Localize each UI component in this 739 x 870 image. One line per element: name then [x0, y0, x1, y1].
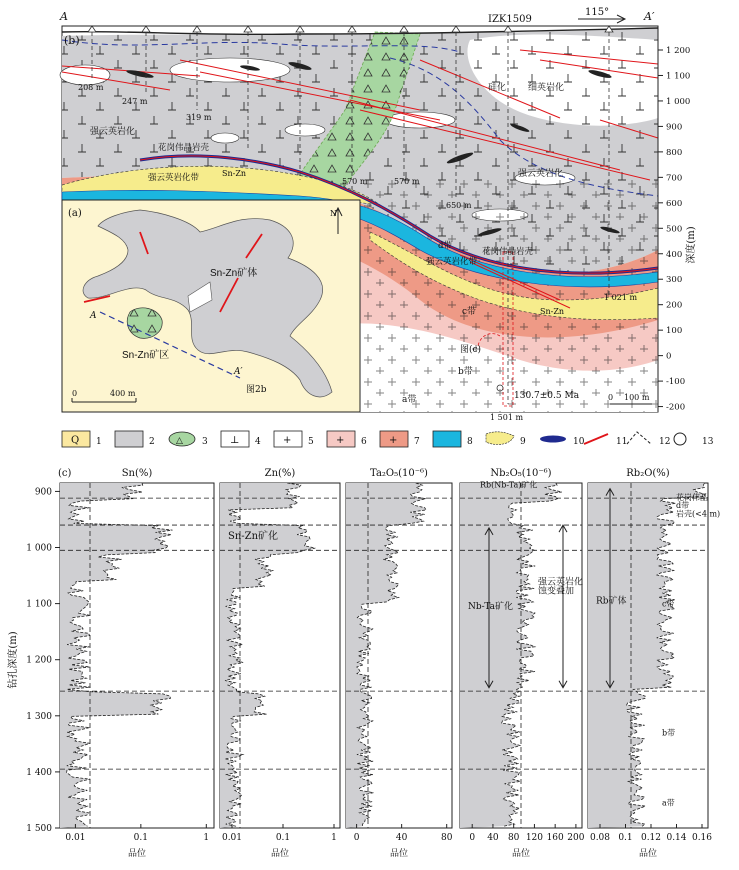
depth-tick-label: 400 [666, 249, 683, 260]
legend-symbol: △ [176, 436, 183, 446]
drillhole-id: IZK1509 [488, 14, 532, 25]
hole-depth: 319 m [186, 113, 212, 122]
lens [385, 112, 455, 128]
depth-tick-label: 300 [666, 275, 683, 286]
log-y-tick-label: 1 500 [26, 824, 52, 834]
label-pegmatite-shell-2: 花岗伟晶岩壳 [482, 247, 534, 257]
scale-zero: 0 [608, 393, 614, 402]
inset-label: (a) [68, 208, 82, 219]
log-x-tick-label: 40 [395, 833, 408, 843]
legend-number: 9 [520, 437, 526, 447]
log-x-tick-label: 0.1 [133, 833, 149, 843]
legend-swatch [540, 436, 566, 443]
label-pegmatite-shell-1: 花岗伟晶岩壳 [158, 143, 210, 153]
annotation-snzn-min: Sn-Zn矿化 [228, 531, 279, 543]
label-snzn-2: Sn-Zn [540, 307, 565, 316]
depth-tick-label: 1 100 [666, 71, 691, 82]
annotation-peg-shell-1: 花岗伟晶 [676, 492, 708, 502]
annotation-rb-orebody: Rb矿体 [596, 596, 627, 607]
log-x-axis-title: 品位 [638, 849, 658, 859]
log-x-tick-label: 1 [331, 833, 337, 843]
log-x-tick-label: 0.14 [666, 833, 687, 843]
legend-number: 1 [96, 437, 102, 447]
log-track-title: Rb₂O(%) [626, 468, 670, 479]
legend-item [674, 433, 714, 447]
depth-tick-label: 700 [666, 173, 683, 184]
annotation-rbnbta-ore: Rb(Nb-Ta)矿化 [480, 480, 538, 490]
hole-depth: 247 m [122, 97, 148, 106]
legend [62, 431, 714, 447]
legend-item [380, 431, 420, 447]
log-y-axis-title: 钻孔深度(m) [8, 631, 19, 689]
annotation-peg-shell-2: 岩壳(<4 m) [676, 509, 721, 519]
legend-number: 10 [573, 437, 585, 447]
log-y-tick-label: 1 400 [26, 767, 52, 778]
azimuth-label: 115° [585, 7, 610, 18]
inset-map [62, 200, 360, 412]
legend-swatch [486, 432, 514, 445]
hole-depth: 1 021 m [604, 293, 638, 302]
depth-tick-label: 800 [666, 147, 683, 158]
legend-number: 2 [149, 437, 155, 447]
log-x-axis-title: 品位 [511, 849, 531, 859]
label-age: 130.7±0.5 Ma [514, 391, 580, 401]
depth-axis-title: 深度(m) [686, 226, 697, 264]
inset-fig-ref: 图2b [246, 385, 267, 395]
legend-number: 8 [467, 437, 473, 447]
log-y-tick-label: 1 000 [26, 543, 52, 554]
legend-swatch [584, 434, 608, 444]
label-orebody: Sn-Zn矿体 [210, 268, 258, 279]
log-x-axis-title: 品位 [389, 849, 409, 859]
label-greisen-zone-1: 强云英岩化带 [148, 173, 200, 183]
depth-tick-label: 1 200 [666, 46, 691, 56]
annotation-greisen-overprint-1: 强云英岩化 [538, 577, 584, 588]
log-x-tick-label: 160 [546, 833, 564, 843]
depth-axis [658, 26, 690, 413]
legend-item [327, 431, 367, 447]
legend-number: 4 [255, 437, 261, 447]
label-d-zone: d带 [438, 241, 452, 251]
label-strong-greisen: 强云英岩化 [90, 127, 136, 137]
log-track [220, 468, 340, 859]
legend-swatch [433, 431, 461, 447]
panel-b-label: (b) [64, 34, 80, 47]
log-x-tick-label: 0 [353, 833, 360, 843]
legend-number: 3 [202, 437, 208, 447]
legend-number: 11 [616, 437, 628, 447]
log-track-title: Ta₂O₅(10⁻⁶) [370, 468, 428, 479]
hole-depth: 1 501 m [490, 413, 524, 422]
log-y-tick-label: 900 [34, 487, 52, 498]
log-x-tick-label: 0.12 [640, 833, 662, 843]
hole-depth: 570 m [342, 177, 368, 186]
depth-tick-label: 1 000 [666, 96, 691, 107]
log-x-axis-title: 品位 [270, 849, 290, 859]
depth-tick-label: 100 [666, 326, 683, 337]
legend-number: 7 [414, 437, 420, 447]
log-x-tick-label: 200 [567, 833, 585, 843]
legend-number: 5 [308, 437, 314, 447]
legend-item [627, 432, 670, 447]
log-x-tick-label: 0.08 [589, 833, 611, 843]
log-track [60, 468, 214, 859]
depth-tick-label: 500 [666, 224, 683, 235]
label-fig-c-ref: 图(c) [460, 345, 482, 355]
label-c-zone: c带 [462, 307, 477, 317]
depth-tick-label: 200 [666, 300, 683, 311]
log-y-tick-label: 1 200 [26, 655, 52, 666]
legend-swatch [115, 431, 143, 447]
inset-line-a-prime: A′ [234, 367, 243, 377]
label-a-zone: a带 [402, 395, 417, 405]
log-x-tick-label: 0.01 [221, 833, 243, 843]
label-mining-area: Sn-Zn矿区 [122, 350, 170, 361]
depth-tick-label: 600 [666, 198, 683, 209]
log-x-tick-label: 0.1 [275, 833, 291, 843]
log-x-tick-label: 0 [469, 833, 476, 843]
section-end-a-prime: A′ [644, 10, 655, 23]
depth-tick-label: -100 [666, 377, 686, 388]
label-silicified: 硅化 [488, 83, 507, 93]
label-strong-greisen-2: 强云英岩化 [518, 169, 564, 179]
legend-number: 6 [361, 437, 367, 447]
legend-item [221, 431, 261, 447]
log-track [460, 468, 585, 859]
panel-c-label: (c) [58, 468, 72, 479]
depth-tick-label: 0 [666, 351, 672, 362]
log-track [346, 468, 453, 859]
annotation-b-zone: b带 [662, 728, 676, 738]
log-x-tick-label: 120 [525, 833, 544, 843]
log-x-tick-label: 40 [487, 833, 499, 843]
hole-depth: 650 m [446, 201, 472, 210]
legend-symbol: + [283, 435, 292, 446]
log-track [588, 468, 712, 859]
legend-symbol: Q [71, 435, 80, 446]
label-b-zone: b带 [458, 367, 473, 377]
label-greisen-zone-2: 强云英岩化带 [426, 257, 478, 267]
lens [285, 124, 325, 136]
log-y-tick-label: 1 100 [26, 599, 52, 610]
log-x-axis-title: 品位 [127, 849, 147, 859]
log-x-tick-label: 80 [440, 833, 453, 843]
scale-label: 100 m [624, 393, 650, 402]
log-track-title: Zn(%) [264, 468, 296, 479]
annotation-c-zone: c带 [662, 599, 675, 609]
legend-symbol: ⊥ [230, 435, 240, 446]
label-snzn-1: Sn-Zn [222, 169, 247, 178]
section-end-a: A [60, 10, 68, 23]
legend-item [584, 434, 627, 447]
log-track-title: Sn(%) [121, 468, 153, 479]
log-track-title: Nb₂O₅(10⁻⁶) [490, 468, 552, 479]
log-x-tick-label: 1 [203, 833, 210, 843]
legend-item [433, 431, 473, 447]
legend-item [62, 431, 102, 447]
legend-item [540, 436, 585, 448]
log-x-tick-label: 0.16 [691, 833, 713, 843]
legend-symbol: + [389, 435, 398, 446]
legend-symbol: + [336, 435, 345, 446]
inset-line-a: A [90, 311, 97, 321]
legend-item [274, 431, 314, 447]
annotation-d-zone: d带 [676, 501, 690, 511]
legend-item [115, 431, 155, 447]
inset-scale-zero: 0 [72, 389, 78, 398]
hole-depth: 208 m [78, 83, 104, 92]
legend-swatch [674, 433, 686, 445]
annotation-nbta-min: Nb-Ta矿化 [468, 602, 514, 613]
legend-number: 13 [702, 437, 714, 447]
legend-item [169, 432, 208, 447]
annotation-a-zone: a带 [662, 798, 675, 808]
north-label: N [330, 209, 337, 218]
annotation-greisen-overprint-2: 蚀变叠加 [538, 586, 575, 597]
log-x-tick-label: 0.01 [65, 833, 86, 843]
drillhole-logs [6, 468, 720, 859]
depth-tick-label: 900 [666, 122, 683, 133]
legend-number: 12 [659, 437, 671, 447]
log-x-tick-label: 80 [507, 833, 520, 843]
label-fine-greisen: 细英岩化 [528, 83, 565, 93]
log-x-tick-label: 0.1 [618, 833, 633, 843]
lens [211, 133, 239, 143]
inset-scale-label: 400 m [110, 389, 136, 398]
depth-tick-label: -200 [666, 402, 686, 413]
log-y-tick-label: 1 300 [26, 711, 52, 722]
hole-depth: 570 m [394, 177, 420, 186]
legend-swatch [627, 432, 651, 444]
legend-item [486, 432, 526, 447]
